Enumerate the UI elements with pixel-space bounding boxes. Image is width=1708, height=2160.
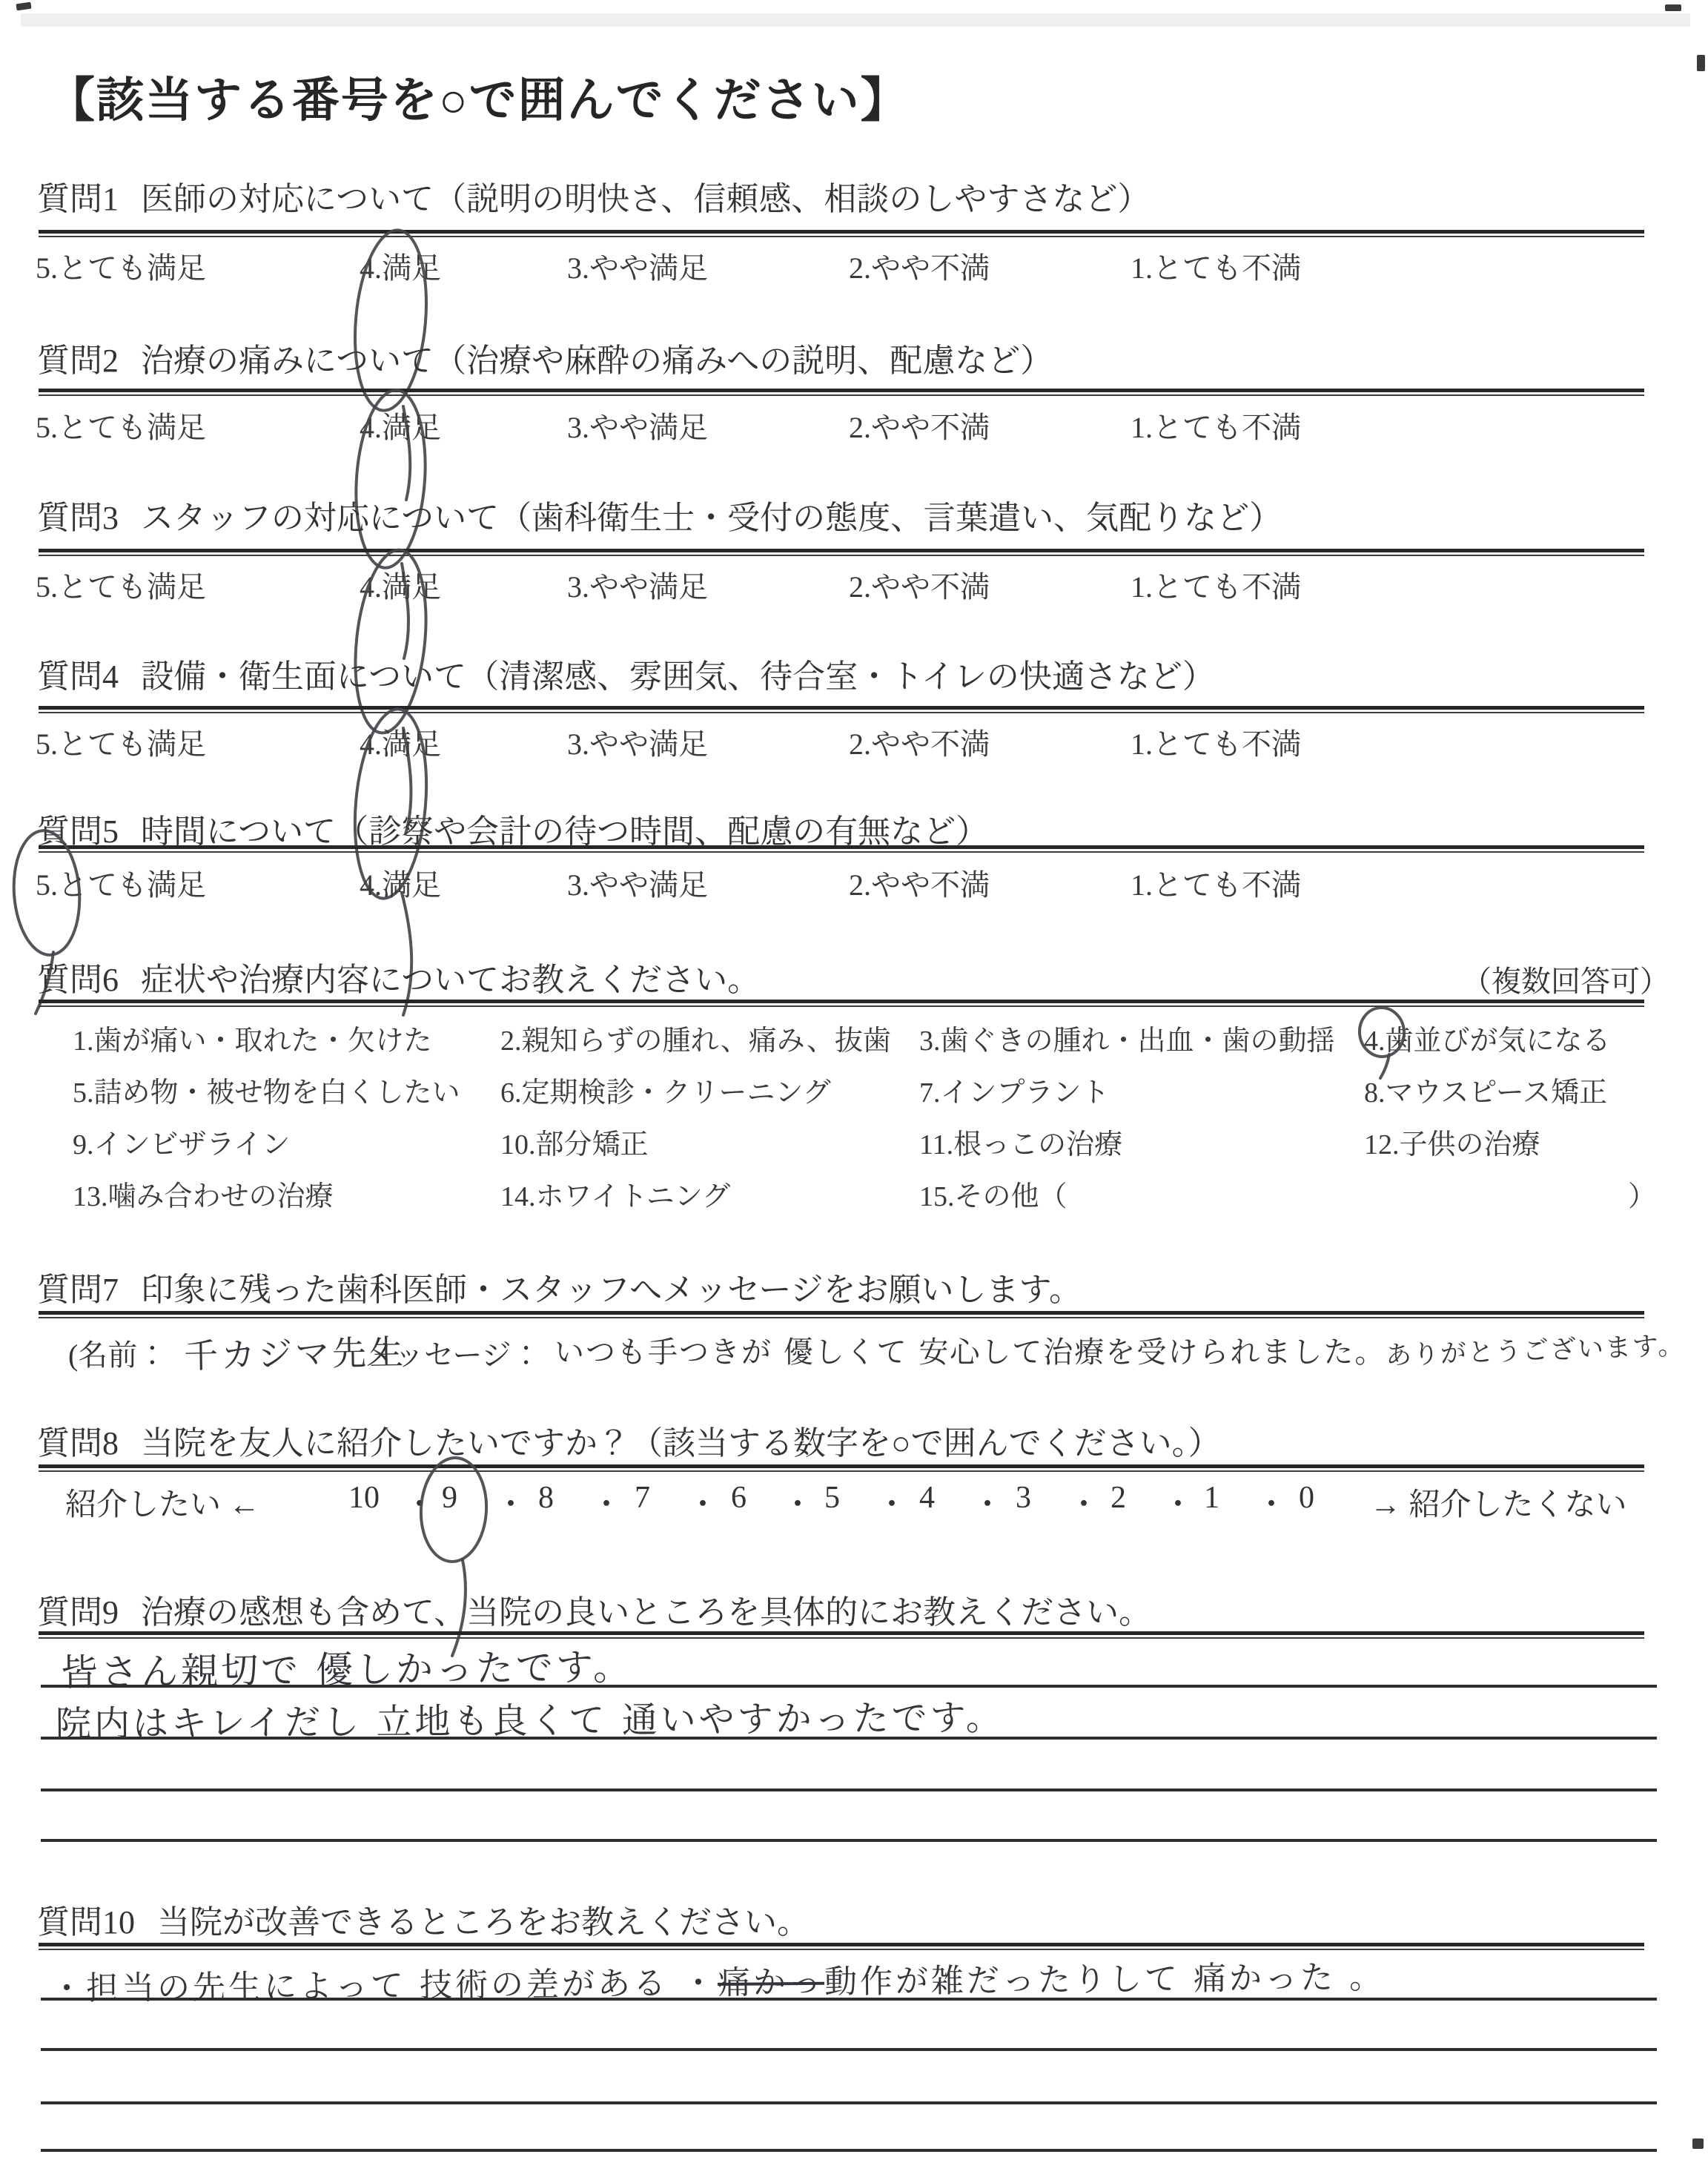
nps-number: 9 [442,1481,457,1515]
rating-option: 3.やや満足 [567,868,708,902]
symptom-item: 11.根っこの治療 [919,1129,1123,1160]
question-number: 質問5 [37,813,119,850]
answer-line [41,1737,1657,1740]
symptom-item: 2.親知らずの腫れ、痛み、抜歯 [500,1025,892,1057]
question-title: スタッフの対応について（歯科衛生士・受付の態度、言葉遣い、気配りなど） [141,500,1282,536]
rating-option: 1.とても不満 [1131,251,1301,285]
handwritten-answer-line: 皆さん親切で 優しかったです。 [60,1645,634,1695]
question-title: 症状や治療内容についてお教えください。 [141,962,761,998]
rating-option: 5.とても満足 [36,727,206,761]
nps-number: 8 [538,1481,554,1515]
rating-option: 1.とても不満 [1131,411,1301,444]
rating-option: 1.とても不満 [1131,727,1301,761]
question-heading [37,1585,1151,1633]
question-number: 質問3 [37,500,119,536]
symptom-item: 13.噛み合わせの治療 [73,1181,334,1212]
nps-dot-separator: ・ [495,1488,527,1522]
question-title: 当院を友人に紹介したいですか？（該当する数字を○で囲んでください。） [141,1425,1221,1462]
symptom-item: 3.歯ぐきの腫れ・出血・歯の動揺 [919,1025,1335,1057]
scan-artifact [16,2,31,11]
nps-left-label: 紹介したい ← [65,1488,260,1522]
question-heading [37,650,1215,697]
header-rule [39,230,1644,237]
rating-option: 2.やや不満 [849,868,990,902]
nps-dot-separator: ・ [782,1488,814,1522]
nps-number: 0 [1299,1481,1314,1515]
question-heading [37,491,1282,538]
question-heading [37,953,760,1000]
nps-dot-separator: ・ [876,1488,908,1522]
question-title: 時間について（診察や会計の待つ時間、配慮の有無など） [141,813,989,850]
header-rule [39,1943,1644,1950]
scan-edge-shadow [21,13,1690,27]
answer-line [41,1789,1657,1791]
answer-line [41,2101,1657,2104]
rating-option: 5.とても満足 [36,251,206,285]
nps-dot-separator: ・ [1256,1488,1288,1522]
question-number: 質問7 [37,1272,119,1308]
scan-artifact [1692,2138,1704,2149]
rating-option: 1.とても不満 [1131,570,1301,604]
question-number: 質問6 [37,962,119,998]
answer-line [41,1998,1657,2001]
question-title: 設備・衛生面について（清潔感、雰囲気、待合室・トイレの快適さなど） [141,658,1215,695]
answer-line [41,1685,1657,1688]
name-field-label: (名前： [68,1338,168,1372]
handwritten-message-main: いつも手つきが 優しくて 安心して治療を受けられました。 [555,1335,1386,1370]
question-number: 質問9 [37,1594,119,1631]
rating-option: 3.やや満足 [567,727,708,761]
rating-option: 5.とても満足 [36,411,206,444]
header-rule [39,845,1644,853]
answer-line [41,2149,1657,2152]
rating-option: 3.やや満足 [567,251,708,285]
symptom-item: 14.ホワイトニング [500,1181,731,1212]
header-rule [39,1464,1644,1472]
question-title: 印象に残った歯科医師・スタッフへメッセージをお願いします。 [141,1272,1082,1308]
nps-dot-separator: ・ [404,1488,436,1522]
rating-option: 5.とても満足 [36,868,206,902]
rating-option: 2.やや不満 [849,727,990,761]
question-title: 治療の痛みについて（治療や麻酔の痛みへの説明、配慮など） [141,343,1053,379]
header-rule [39,389,1644,396]
nps-dot-separator: ・ [1162,1488,1194,1522]
crossed-out-text: 痛かっ [717,1963,825,2002]
symptom-item: 5.詰め物・被せ物を白くしたい [73,1077,460,1109]
scan-artifact [1697,55,1705,71]
handwritten-message [555,1329,1686,1371]
page-title: 【該当する番号を○で囲んでください】 [47,74,910,127]
handwritten-name: 千カジマ先生 [183,1332,407,1376]
rating-option: 2.やや不満 [849,251,990,285]
answer-line [41,2048,1657,2051]
symptom-item: 8.マウスピース矯正 [1364,1077,1607,1109]
rating-option: 4.満足 [360,411,441,444]
other-close-paren: ） [1628,1181,1657,1212]
rating-option: 3.やや満足 [567,570,708,604]
symptom-item: 12.子供の治療 [1364,1129,1540,1160]
symptom-item: 10.部分矯正 [500,1129,649,1160]
nps-dot-separator: ・ [591,1488,623,1522]
nps-number: 3 [1016,1481,1031,1515]
nps-number: 2 [1110,1481,1126,1515]
header-rule [39,706,1644,713]
rating-option: 4.満足 [360,727,441,761]
rating-option: 5.とても満足 [36,570,206,604]
nps-number: 5 [824,1481,840,1515]
handwritten-message-tail: ありがとうございます。 [1385,1330,1687,1372]
question-title: 治療の感想も含めて、当院の良いところを具体的にお教えください。 [141,1594,1152,1631]
question-number: 質問2 [37,343,119,379]
message-field-label: メッセージ： [365,1338,541,1372]
improvement-text: ・担当の先生によって 技術の差がある ・ [50,1964,718,2008]
rating-option: 1.とても不満 [1131,868,1301,902]
question-title: 医師の対応について（説明の明快さ、信頼感、相談のしやすさなど） [141,181,1151,217]
header-rule [39,549,1644,556]
question-heading [37,1895,810,1943]
symptom-item: 4.歯並びが気になる [1364,1025,1611,1057]
question-number: 質問4 [37,658,119,695]
header-rule [39,1000,1644,1007]
rating-option: 4.満足 [360,251,441,285]
symptom-item: 6.定期検診・クリーニング [500,1077,831,1109]
nps-number: 6 [731,1481,747,1515]
nps-right-label: → 紹介したくない [1370,1488,1627,1522]
symptom-item: 1.歯が痛い・取れた・欠けた [73,1025,432,1057]
scan-artifact [1665,4,1681,11]
question-number: 質問8 [37,1425,119,1462]
improvement-text: 動作が雑だったりして 痛かった 。 [824,1958,1386,2001]
question-heading [37,1263,1082,1310]
question-number: 質問1 [37,181,119,217]
question-heading [37,1416,1221,1464]
symptom-item: 7.インプラント [919,1077,1110,1109]
question-number: 質問10 [37,1904,135,1941]
question-heading [37,172,1150,219]
multi-answer-note: （複数回答可） [1462,965,1669,998]
rating-option: 3.やや満足 [567,411,708,444]
question-heading [37,334,1053,381]
answer-line [41,1839,1657,1842]
nps-number: 1 [1204,1481,1219,1515]
handwritten-answer-line: 院内はキレイだし 立地も良くて 通いやすかったです。 [55,1697,1005,1745]
nps-dot-separator: ・ [687,1488,719,1522]
nps-number: 10 [348,1481,380,1515]
rating-option: 4.満足 [360,570,441,604]
header-rule [39,1311,1644,1318]
header-rule [39,1631,1644,1639]
rating-option: 2.やや不満 [849,411,990,444]
rating-option: 2.やや不満 [849,570,990,604]
nps-number: 4 [919,1481,935,1515]
symptom-item: 15.その他（ [919,1181,1068,1212]
question-title: 当院が改善できるところをお教えください。 [157,1904,810,1941]
rating-option: 4.満足 [360,868,441,902]
symptom-item: 9.インビザライン [73,1129,291,1160]
nps-number: 7 [635,1481,650,1515]
nps-dot-separator: ・ [972,1488,1004,1522]
nps-dot-separator: ・ [1068,1488,1100,1522]
